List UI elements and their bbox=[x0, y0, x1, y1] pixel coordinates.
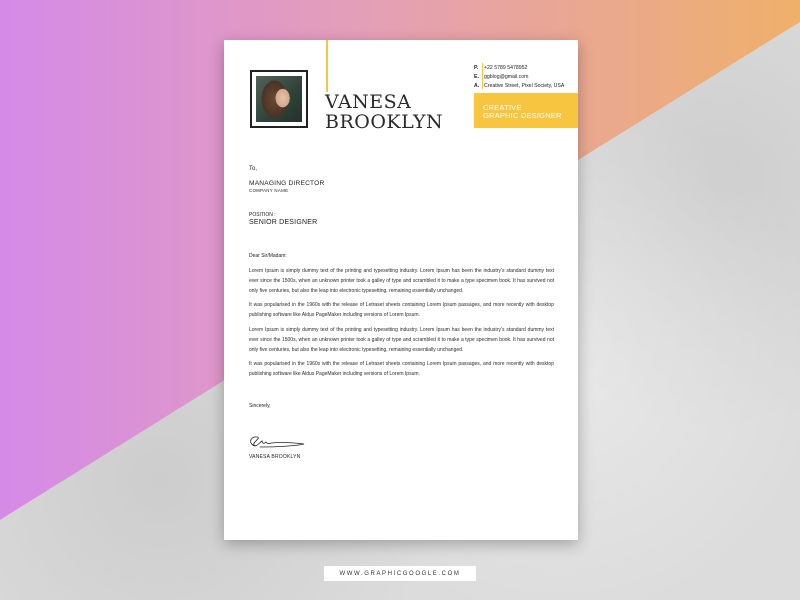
position-label: POSITION : bbox=[249, 212, 276, 218]
phone-value: +22 5789 5478952 bbox=[484, 65, 528, 71]
email-value: ggblog@gmail.com bbox=[484, 74, 529, 80]
phone-key: P. bbox=[474, 65, 479, 71]
contact-address-row bbox=[474, 82, 564, 91]
signer-name: VANESA BROOKLYN bbox=[249, 454, 301, 460]
address-value: Creative Street, Pixel Society, USA bbox=[484, 83, 565, 89]
accent-line bbox=[326, 40, 328, 92]
closing: Sincerely, bbox=[249, 403, 271, 409]
body-paragraph: It was popularised in the 1960s with the release of Letraset sheets containing Lorem Ipsum passages, and more recently with desktop publishing software like Aldus PageMaker including versions of Lorem Ipsum. bbox=[249, 361, 554, 377]
email-key: E. bbox=[474, 74, 479, 80]
applicant-name bbox=[325, 92, 443, 132]
body-paragraph: Lorem Ipsum is simply dummy text of the printing and typesetting industry. Lorem Ipsum has been the industry's standard dummy text ever since the 1500s, when an unknown printer took a galley of type and scrambled it to make a type specimen book. It has survived not only five centuries, but also the leap into electronic typesetting, remaining essentially unchanged. bbox=[249, 268, 554, 294]
letterhead-sheet bbox=[224, 40, 578, 540]
profile-photo bbox=[256, 76, 302, 122]
body-paragraph: It was popularised in the 1960s with the release of Letraset sheets containing Lorem Ipsum passages, and more recently with desktop publishing software like Aldus PageMaker including versions of Lorem Ipsum. bbox=[249, 302, 554, 318]
website-url-text: WWW.GRAPHICGOOGLE.COM bbox=[339, 570, 461, 577]
salutation: Dear Sir/Madam: bbox=[249, 253, 287, 259]
profile-photo-frame bbox=[250, 70, 308, 128]
signature-image bbox=[246, 432, 308, 452]
name-last: BROOKLYN bbox=[325, 111, 444, 133]
recipient-company: COMPANY NAME bbox=[249, 188, 289, 193]
website-url bbox=[324, 566, 476, 581]
role-line-1: CREATIVE bbox=[483, 103, 522, 112]
address-key: A. bbox=[474, 83, 480, 89]
position-value: SENIOR DESIGNER bbox=[249, 219, 318, 226]
contact-phone-row bbox=[474, 64, 564, 73]
contact-email-row bbox=[474, 73, 564, 82]
role-line-2: GRAPHIC DESIGNER bbox=[483, 111, 562, 120]
body-paragraph: Lorem Ipsum is simply dummy text of the printing and typesetting industry. Lorem Ipsum has been the industry's standard dummy text ever since the 1500s, when an unknown printer took a galley of type and scrambled it to make a type specimen book. It has survived not only five centuries, but also the leap into electronic typesetting, remaining essentially unchanged. bbox=[249, 327, 554, 353]
role-badge bbox=[474, 93, 578, 128]
name-first: VANESA bbox=[325, 91, 412, 113]
recipient-title: MANAGING DIRECTOR bbox=[249, 180, 325, 187]
contact-info bbox=[474, 64, 564, 91]
to-label: To, bbox=[249, 166, 258, 172]
